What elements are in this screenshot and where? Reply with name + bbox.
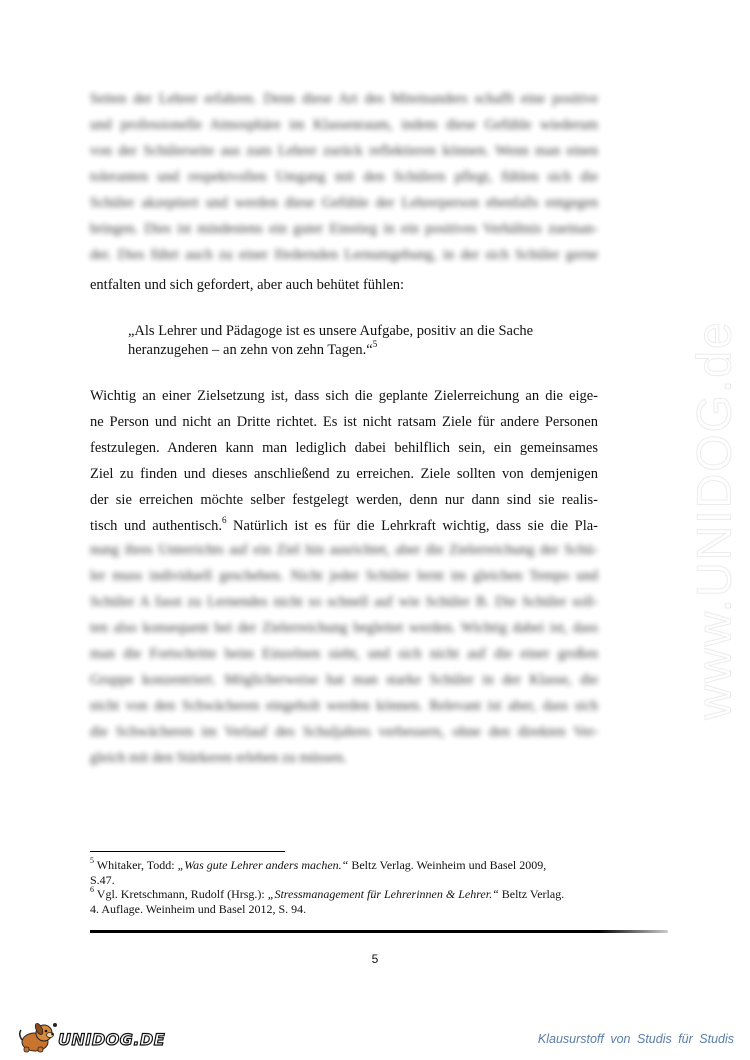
text-line: Wichtig an einer Zielsetzung ist, dass sich die geplante Zielerreichung an die eige- xyxy=(90,388,598,404)
footnote-divider xyxy=(90,851,285,852)
text-line: man die Fortschritte beim Einzelnen sieht, und sich nicht auf die einer großen xyxy=(90,646,598,662)
text-line: von der Schülerseite aus zum Lehrer zurück reflektieren können. Wenn man einen xyxy=(90,143,598,159)
footnote-reference: 6 xyxy=(221,515,227,526)
text-line: nung ihres Unterrichts auf ein Ziel hin ausrichtet, aber die Zielerreichung der Schü- xyxy=(90,542,598,558)
text-line: Schüler A fasst zu Lernendes nicht so schnell auf wie Schüler B. Die Schüler soll- xyxy=(90,594,598,610)
text-line: ten also konsequent bei der Zielerreichung begleitet werden. Wichtig dabei ist, dass xyxy=(90,620,598,636)
text-line: Schüler akzeptiert und werden diese Gefühle der Lehrerperson ebenfalls entgegen xyxy=(90,195,598,211)
footnote-text: Vgl. Kretschmann, Rudolf (Hrsg.): xyxy=(94,887,268,901)
footnote-text: Beltz Verlag. Weinheim und Basel 2009, xyxy=(348,858,547,872)
dog-mascot-icon xyxy=(18,1020,58,1054)
text-line: gleich mit den Stärkeren erleben zu müssen. xyxy=(90,750,347,766)
text-line: festzulegen. Anderen kann man lediglich dabei behilflich sein, ein gemeinsames xyxy=(90,440,598,456)
footnote-5-continuation: S.47. xyxy=(90,872,115,887)
text-line: Seiten der Lehrer erfahren. Denn diese Art des Miteinanders schafft eine positive xyxy=(90,91,598,107)
footnote-title: „Stressmanagement für Lehrerinnen & Lehrer.“ xyxy=(267,887,499,901)
text-line: und professionelle Atmosphäre im Klassenraum, indem diese Gefühle wiederum xyxy=(90,117,598,133)
quote-text: heranzugehen – an zehn von zehn Tagen.“ xyxy=(128,342,373,358)
text-line: ne Person und nicht an Dritte richtet. Es ist nicht ratsam Ziele für andere Personen xyxy=(90,414,598,430)
page-number: 5 xyxy=(371,952,379,966)
footnote-number: 6 xyxy=(90,885,94,894)
footnote-6 xyxy=(90,887,602,902)
blurred-paragraph-top xyxy=(90,86,598,268)
footnotes xyxy=(90,858,602,916)
block-quote xyxy=(128,322,598,360)
text-line: toleranten und respektvollen Umgang mit den Schülern pflegt, fühlen sich die xyxy=(90,169,598,185)
footnote-text: Whitaker, Todd: xyxy=(94,858,178,872)
unidog-logo xyxy=(18,1020,166,1054)
text-line: Ziel zu finden und dieses anschließend zu erreichen. Ziele sollten von demjenigen xyxy=(90,466,598,482)
text-line: entfalten und sich gefordert, aber auch behütet fühlen: xyxy=(90,277,405,293)
logo-text: UNIDOG.DE xyxy=(58,1030,166,1049)
blurred-paragraph-bottom xyxy=(90,537,598,771)
footnote-6-continuation: 4. Auflage. Weinheim und Basel 2012, S. 94. xyxy=(90,901,307,916)
text-segment: tisch und authentisch. xyxy=(90,518,222,534)
footnote-text: Beltz Verlag. xyxy=(498,887,565,901)
text-line: bringen. Dies ist mindestens ein guter Einstieg in ein positives Verhältnis zueinan- xyxy=(90,221,598,237)
footnote-reference: 5 xyxy=(372,339,378,350)
text-line: ler muss individuell geschehen. Nicht jeder Schüler lernt im gleichen Tempo und xyxy=(90,568,598,584)
footer-divider xyxy=(90,930,668,933)
text-line: Gruppe konzentriert. Möglicherweise hat man starke Schüler in der Klasse, die xyxy=(90,672,598,688)
text-line xyxy=(90,513,598,539)
footnote-number: 5 xyxy=(90,856,94,865)
text-line: der. Dies führt auch zu einer fördernden Lernumgebung, in der sich Schüler gerne xyxy=(90,247,598,263)
text-line: nicht von den Schwächeren eingeholt werden können. Relevant ist aber, dass sich xyxy=(90,698,598,714)
text-segment: Natürlich ist es für die Lehrkraft wichtig, dass sie die Pla- xyxy=(226,518,599,534)
watermark: www.UNIDOG.de xyxy=(688,320,742,720)
text-line: die Schwächeren im Verlauf des Schuljahres verbessern, ohne den direkten Ver- xyxy=(90,724,598,740)
quote-line xyxy=(128,341,598,360)
footnote-title: „Was gute Lehrer anders machen.“ xyxy=(177,858,349,872)
text-line: der sie erreichen möchte selber festgelegt werden, denn nur dann sind sie realis- xyxy=(90,492,598,508)
footnote-5 xyxy=(90,858,602,873)
footer-tagline: Klausurstoff von Studis für Studis xyxy=(537,1032,734,1046)
main-paragraph xyxy=(90,383,598,539)
paragraph-continuation xyxy=(90,272,598,298)
quote-line: „Als Lehrer und Pädagoge ist es unsere Aufgabe, positiv an die Sache xyxy=(128,323,534,339)
